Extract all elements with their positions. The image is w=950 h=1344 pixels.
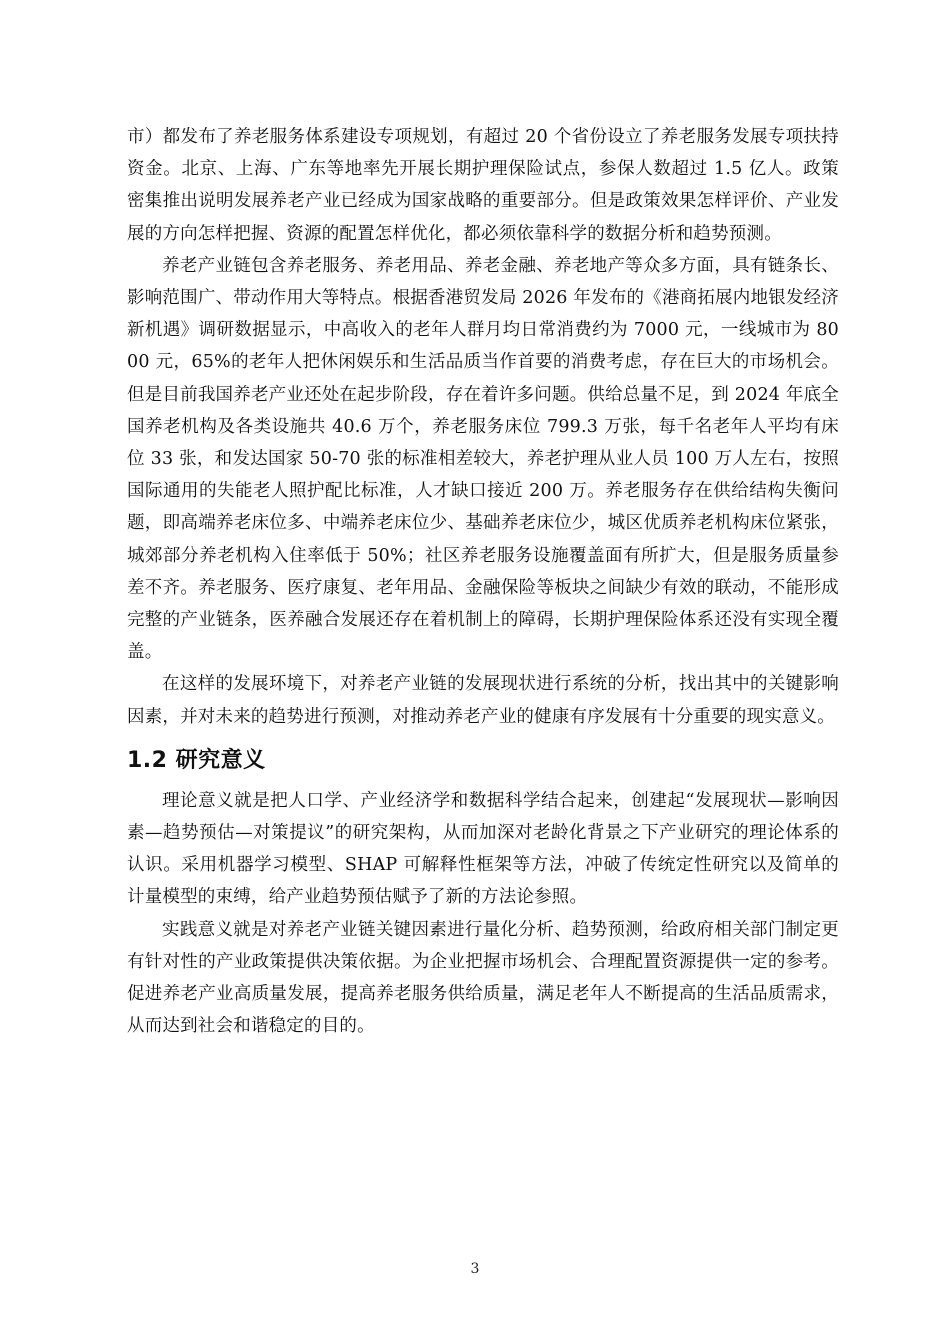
paragraph-continued: 市）都发布了养老服务体系建设专项规划，有超过 20 个省份设立了养老服务发展专项扶持资金。北京、上海、广东等地率先开展长期护理保险试点，参保人数超过 1.5 亿人。政策密集推出说明发展养老产业已经成为国家战略的重要部分。但是政策效果怎样评价、产业发展的方向怎样把握、资源的配置怎样优化，都必须依靠科学的数据分析和趋势预测。 bbox=[127, 127, 839, 244]
paragraph-context-summary: 在这样的发展环境下，对养老产业链的发展现状进行系统的分析，找出其中的关键影响因素，并对未来的趋势进行预测，对推动养老产业的健康有序发展有十分重要的现实意义。 bbox=[127, 674, 839, 727]
section-heading: 1.2 研究意义 bbox=[127, 747, 266, 773]
page-number: 3 bbox=[470, 1261, 480, 1277]
page-content bbox=[127, 121, 839, 1042]
paragraph-practical-significance: 实践意义就是对养老产业链关键因素进行量化分析、趋势预测，给政府相关部门制定更有针对性的产业政策提供决策依据。为企业把握市场机会、合理配置资源提供一定的参考。促进养老产业高质量发展，提高养老服务供给质量，满足老年人不断提高的生活品质需求，从而达到社会和谐稳定的目的。 bbox=[127, 919, 839, 1037]
paragraph-theoretical-significance: 理论意义就是把人口学、产业经济学和数据科学结合起来，创建起“发展现状—影响因素—趋势预估—对策提议”的研究架构，从而加深对老龄化背景之下产业研究的理论体系的认识。采用机器学习模型、SHAP 可解释性框架等方法，冲破了传统定性研究以及简单的计量模型的束缚，给产业趋势预估赋予了新的方法论参照。 bbox=[127, 790, 839, 908]
paragraph-industry-chain: 养老产业链包含养老服务、养老用品、养老金融、养老地产等众多方面，具有链条长、影响范围广、带动作用大等特点。根据香港贸发局 2026 年发布的《港商拓展内地银发经济新机遇》调研数据显示，中高收入的老年人群月均日常消费约为 7000 元，一线城市为 8000 元，65%的老年人把休闲娱乐和生活品质当作首要的消费考虑，存在巨大的市场机会。但是目前我国养老产业还处在起步阶段，存在着许多问题。供给总量不足，到 2024 年底全国养老机构及各类设施共 40.6 万个，养老服务床位 799.3 万张，每千名老年人平均有床位 33 张，和发达国家 50-70 张的标准相差较大，养老护理从业人员 100 万人左右，按照国际通用的失能老人照护配比标准，人才缺口接近 200 万。养老服务存在供给结构失衡问题，即高端养老床位多、中端养老床位少、基础养老床位少，城区优质养老机构床位紧张，城郊部分养老机构入住率低于 50%；社区养老服务设施覆盖面有所扩大，但是服务质量参差不齐。养老服务、医疗康复、老年用品、金融保险等板块之间缺少有效的联动，不能形成完整的产业链条，医养融合发展还存在着机制上的障碍，长期护理保险体系还没有实现全覆盖。 bbox=[127, 255, 839, 663]
